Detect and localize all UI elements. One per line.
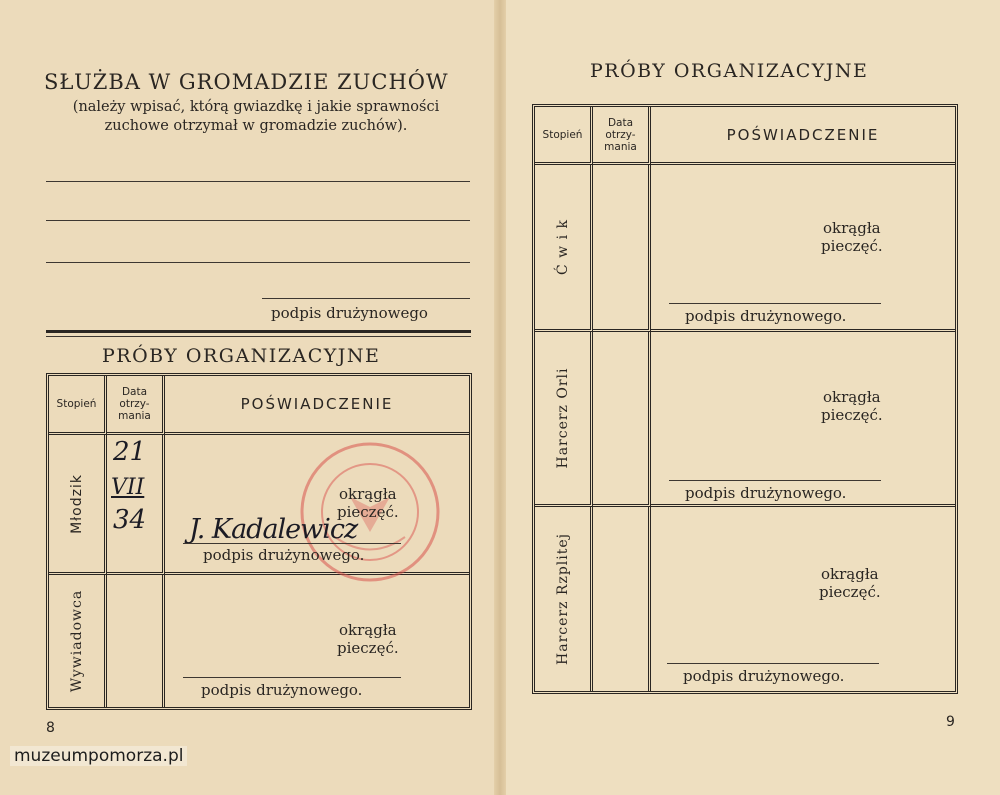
table-row bbox=[535, 332, 955, 507]
rank-cell bbox=[535, 165, 593, 332]
page-number-left: 8 bbox=[46, 720, 55, 736]
rank-cell bbox=[535, 507, 593, 691]
rank-label: Harcerz Rzplitej bbox=[554, 533, 571, 665]
writing-line-3 bbox=[46, 262, 470, 263]
certification-cell bbox=[165, 435, 469, 575]
signature-line bbox=[262, 298, 470, 299]
header-stopien: Stopień bbox=[535, 107, 593, 165]
certification-cell bbox=[165, 575, 469, 707]
signature-label: podpis drużynowego. bbox=[683, 667, 845, 685]
table-header-row bbox=[49, 376, 469, 435]
header-data: Data otrzy- mania bbox=[593, 107, 651, 165]
signature-rule bbox=[183, 543, 401, 544]
signature-rule bbox=[669, 303, 881, 304]
rank-label: Harcerz Orli bbox=[554, 367, 571, 469]
signature-label: podpis drużynowego bbox=[271, 304, 428, 322]
signature-rule bbox=[667, 663, 879, 664]
header-poswiadczenie: POŚWIADCZENIE bbox=[165, 376, 469, 435]
section-divider bbox=[46, 330, 471, 333]
header-stopien: Stopień bbox=[49, 376, 107, 435]
signature-rule bbox=[183, 677, 401, 678]
left-trials-table bbox=[46, 373, 472, 710]
rank-label: Młodzik bbox=[68, 473, 85, 534]
right-trials-table bbox=[532, 104, 958, 694]
handwritten-year: 34 bbox=[113, 505, 147, 535]
table-row bbox=[49, 435, 469, 575]
stamp-placeholder: okrągła pieczęć. bbox=[821, 388, 883, 424]
book-spine bbox=[494, 0, 506, 795]
table-row bbox=[535, 165, 955, 332]
certification-cell bbox=[651, 507, 955, 691]
section-divider-thin bbox=[46, 336, 471, 337]
signature-label: podpis drużynowego. bbox=[685, 484, 847, 502]
section-title-right: PRÓBY ORGANIZACYJNE bbox=[590, 60, 869, 82]
watermark: muzeumpomorza.pl bbox=[10, 746, 187, 766]
header-data: Data otrzy- mania bbox=[107, 376, 165, 435]
rank-cell bbox=[49, 575, 107, 707]
page-number-right: 9 bbox=[946, 714, 955, 730]
certification-cell bbox=[651, 165, 955, 332]
header-poswiadczenie: POŚWIADCZENIE bbox=[651, 107, 955, 165]
signature-label: podpis drużynowego. bbox=[685, 307, 847, 325]
date-cell bbox=[107, 575, 165, 707]
table-header-row bbox=[535, 107, 955, 165]
rank-label: Ć w i k bbox=[554, 218, 571, 276]
table-row bbox=[535, 507, 955, 691]
writing-line-2 bbox=[46, 220, 470, 221]
rank-cell bbox=[49, 435, 107, 575]
certification-cell bbox=[651, 332, 955, 507]
service-subtitle: (należy wpisać, którą gwiazdkę i jakie sprawności zuchowe otrzymał w gromadzie zuchów). bbox=[72, 99, 440, 134]
date-cell bbox=[593, 507, 651, 691]
stamp-placeholder: okrągła pieczęć. bbox=[337, 621, 399, 657]
handwritten-signature: J. Kadalewicz bbox=[189, 514, 358, 545]
handwritten-day: 21 bbox=[113, 437, 147, 467]
rank-label: Wywiadowca bbox=[68, 589, 85, 693]
date-cell bbox=[593, 332, 651, 507]
section-title-left: PRÓBY ORGANIZACYJNE bbox=[102, 345, 381, 367]
date-cell bbox=[593, 165, 651, 332]
writing-line-1 bbox=[46, 181, 470, 182]
table-row bbox=[49, 575, 469, 707]
handwritten-month: VII bbox=[111, 475, 145, 500]
signature-label: podpis drużynowego. bbox=[203, 546, 365, 564]
signature-rule bbox=[669, 480, 881, 481]
date-cell bbox=[107, 435, 165, 575]
rank-cell bbox=[535, 332, 593, 507]
stamp-placeholder: okrągła pieczęć. bbox=[819, 565, 881, 601]
signature-label: podpis drużynowego. bbox=[201, 681, 363, 699]
stamp-placeholder: okrągła pieczęć. bbox=[821, 219, 883, 255]
service-title: SŁUŻBA W GROMADZIE ZUCHÓW bbox=[44, 70, 449, 94]
stamp-placeholder: okrągła pieczęć. bbox=[337, 485, 399, 521]
